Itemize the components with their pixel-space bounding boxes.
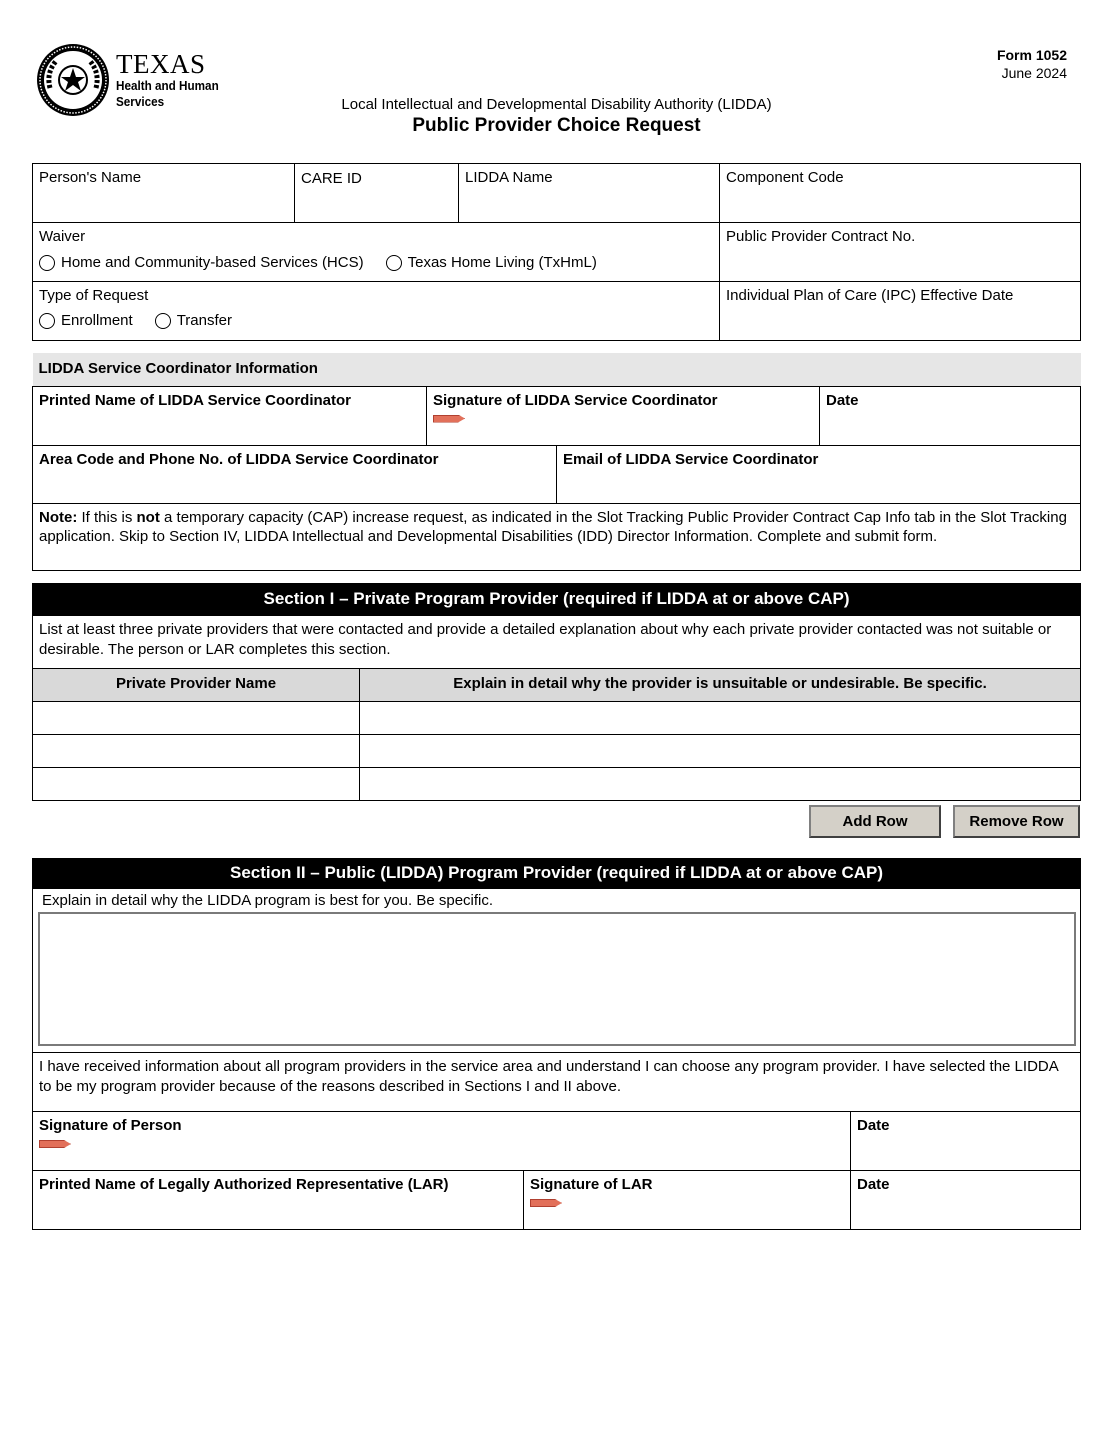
coordinator-table bbox=[32, 353, 1081, 571]
logo-hhs-line1: Health and Human bbox=[116, 77, 219, 93]
acknowledgement-statement: I have received information about all program providers in the service area and understand I can choose any program provider. I have selected the LIDDA to be my program provider because of the reasons described in Sections I and II above. bbox=[33, 1053, 1081, 1112]
radio-circle-icon[interactable] bbox=[39, 313, 55, 329]
lidda-explanation-textarea[interactable] bbox=[38, 912, 1076, 1046]
care-id-field[interactable]: CARE ID bbox=[295, 164, 459, 223]
request-type-label: Type of Request bbox=[39, 287, 149, 304]
sign-here-tag-icon[interactable] bbox=[39, 1140, 71, 1148]
section2-table bbox=[32, 858, 1081, 1230]
provider-name-input[interactable] bbox=[33, 768, 360, 801]
waiver-label: Waiver bbox=[39, 228, 86, 245]
section1-heading: Section I – Private Program Provider (required if LIDDA at or above CAP) bbox=[33, 584, 1081, 616]
contract-no-field[interactable]: Public Provider Contract No. bbox=[720, 223, 1081, 282]
form-titles bbox=[0, 95, 1113, 137]
section2-explanation-cell bbox=[33, 889, 1081, 1053]
form-number: Form 1052 bbox=[996, 47, 1067, 63]
radio-circle-icon[interactable] bbox=[386, 255, 402, 271]
request-type-group bbox=[33, 282, 720, 341]
section2-heading: Section II – Public (LIDDA) Program Provider (required if LIDDA at or above CAP) bbox=[33, 859, 1081, 889]
form-number-block bbox=[997, 46, 1067, 82]
person-info-table bbox=[32, 163, 1081, 341]
sign-here-tag-icon[interactable] bbox=[433, 415, 465, 423]
provider-explanation-input[interactable] bbox=[360, 702, 1081, 735]
enrollment-radio[interactable]: Enrollment bbox=[39, 312, 133, 329]
section2-prompt: Explain in detail why the LIDDA program is best for you. Be specific. bbox=[42, 892, 494, 909]
section1-table bbox=[32, 583, 1081, 801]
transfer-radio[interactable]: Transfer bbox=[155, 312, 232, 329]
explanation-column-header: Explain in detail why the provider is unsuitable or undesirable. Be specific. bbox=[360, 669, 1081, 702]
form-subtitle: Local Intellectual and Developmental Disability Authority (LIDDA) bbox=[341, 96, 772, 113]
lar-date-field[interactable]: Date bbox=[851, 1171, 1081, 1230]
table-row bbox=[33, 702, 1081, 735]
radio-circle-icon[interactable] bbox=[155, 313, 171, 329]
add-row-button[interactable]: Add Row bbox=[809, 805, 941, 838]
coordinator-printed-name-field[interactable]: Printed Name of LIDDA Service Coordinator bbox=[33, 386, 427, 445]
person-signature-date-field[interactable]: Date bbox=[851, 1112, 1081, 1171]
waiver-txhml-radio[interactable]: Texas Home Living (TxHmL) bbox=[386, 254, 597, 271]
coordinator-email-field[interactable]: Email of LIDDA Service Coordinator bbox=[557, 445, 1081, 503]
waiver-group bbox=[33, 223, 720, 282]
table-row bbox=[33, 735, 1081, 768]
note-text: Note: If this is not a temporary capacity (CAP) increase request, as indicated in the Slot Tracking Public Provider Contract Cap Info tab in the Slot Tracking application. Skip to Section IV, LIDDA Intellectual and Developmental Disabilities (IDD) Director Information. Complete and submit form. bbox=[33, 503, 1081, 570]
page-title: Public Provider Choice Request bbox=[412, 115, 701, 136]
lar-printed-name-field[interactable]: Printed Name of Legally Authorized Representative (LAR) bbox=[33, 1171, 524, 1230]
person-signature-field[interactable]: Signature of Person bbox=[33, 1112, 851, 1171]
provider-name-column-header: Private Provider Name bbox=[33, 669, 360, 702]
coordinator-phone-field[interactable]: Area Code and Phone No. of LIDDA Service Coordinator bbox=[33, 445, 557, 503]
persons-name-field[interactable]: Person's Name bbox=[33, 164, 295, 223]
lidda-name-field[interactable]: LIDDA Name bbox=[459, 164, 720, 223]
provider-explanation-input[interactable] bbox=[360, 768, 1081, 801]
component-code-field[interactable]: Component Code bbox=[720, 164, 1081, 223]
waiver-hcs-radio[interactable]: Home and Community-based Services (HCS) bbox=[39, 254, 364, 271]
provider-explanation-input[interactable] bbox=[360, 735, 1081, 768]
radio-circle-icon[interactable] bbox=[39, 255, 55, 271]
provider-name-input[interactable] bbox=[33, 735, 360, 768]
sign-here-tag-icon[interactable] bbox=[530, 1199, 562, 1207]
logo-hhs-line2: Services bbox=[116, 93, 165, 109]
provider-name-input[interactable] bbox=[33, 702, 360, 735]
logo-texas-text: TEXAS bbox=[116, 48, 206, 79]
section1-instructions: List at least three private providers that were contacted and provide a detailed explanation about why each private provider contacted was not suitable or desirable. The person or LAR completes this section. bbox=[33, 616, 1081, 669]
remove-row-button[interactable]: Remove Row bbox=[953, 805, 1080, 838]
coordinator-heading: LIDDA Service Coordinator Information bbox=[33, 353, 1081, 386]
form-date: June 2024 bbox=[1001, 65, 1067, 81]
ipc-date-field[interactable]: Individual Plan of Care (IPC) Effective Date bbox=[720, 282, 1081, 341]
lar-signature-field[interactable]: Signature of LAR bbox=[524, 1171, 851, 1230]
coordinator-date-field[interactable]: Date bbox=[820, 386, 1081, 445]
coordinator-signature-field[interactable]: Signature of LIDDA Service Coordinator bbox=[427, 386, 820, 445]
table-row bbox=[33, 768, 1081, 801]
